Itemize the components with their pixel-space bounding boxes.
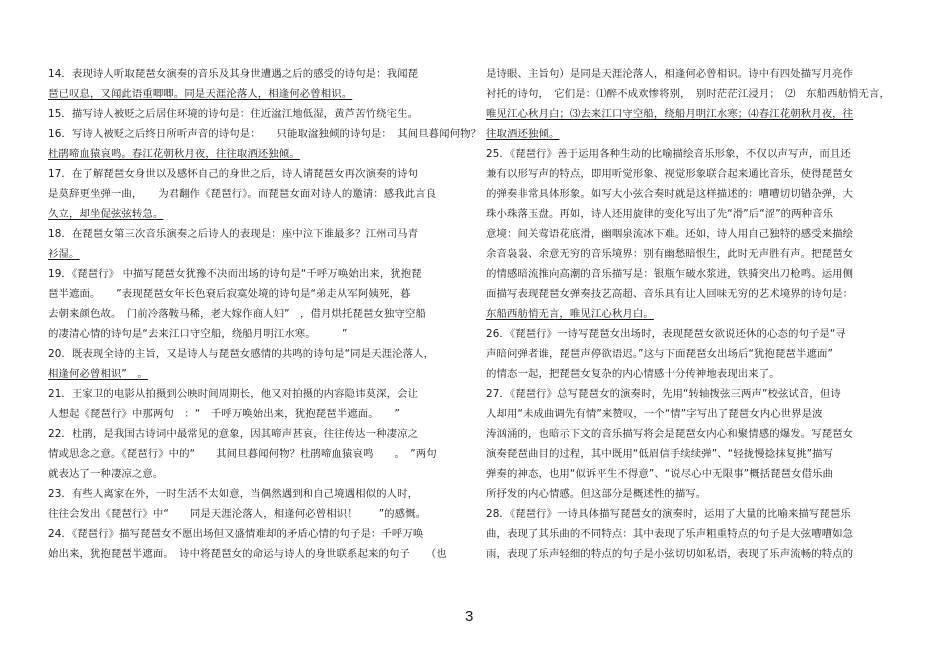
- text-line-25b: 兼有以形写声的特点，即用听觉形象、视觉形象联合起来通比音乐，使得琵琶女: [486, 168, 854, 180]
- text-line-20b: 相逢何必曾相识” 。: [48, 368, 148, 380]
- text-line-25f: 余音袅袅、余意无穷的音乐境界：别有幽愁暗恨生，此时无声胜有声。把琵琶女: [486, 248, 854, 260]
- text-line-22b: 情或思念之意。《琵琶行》中的“ 其间旦暮闻何物？杜鹃啼血猿哀鸣 。 ”两句: [48, 448, 437, 460]
- text-line-27d: 演奏琵琶曲目的过程，其中既用“低眉信手续续弹”、“轻拢慢捻抹复挑”描写: [486, 448, 834, 460]
- text-line-28b: 曲，表现了其乐曲的不同特点：其中表现了乐声粗重特点的句子是大弦嘈嘈如急: [486, 528, 854, 540]
- text-line-24e: 唯见江心秋月白；⑶去来江口守空船，绕船月明江水寒；⑷春江花朝秋月夜，往: [486, 108, 854, 120]
- text-line-16b: 杜鹃啼血猿哀鸣。春江花朝秋月夜，往往取酒还独倾。: [48, 148, 300, 160]
- text-line-26a: 26．《琵琶行》一诗写琵琶女出场时，表现琵琶女欲说还休的心态的句子是“寻: [486, 328, 867, 340]
- text-line-19a: 19．《琵琶行》 中描写琵琶女犹豫不决而出场的诗句是“千呼万唤始出来，犹抱琵: [48, 268, 433, 280]
- text-line-23a: 23．有些人离家在外，一时生活不太如意，当偶然遇到和自己境遇相似的人时，: [48, 488, 419, 500]
- text-line-25c: 的弹奏非常具体形象。如写大小弦合奏时就是这样描述的：嘈嘈切切错杂弹，大: [486, 188, 854, 200]
- text-line-25i: 东船西舫悄无言，唯见江心秋月白。: [486, 308, 654, 320]
- left-column: [48, 64, 482, 564]
- text-line-25a: 25．《琵琶行》善于运用各种生动的比喻描绘音乐形象，不仅以声写声，而且还: [486, 148, 851, 160]
- text-line-19d: 的凄清心情的诗句是“去来江口守空船，绕船月明江水寒。 ”: [48, 328, 348, 340]
- text-line-14a: 14．表现诗人听取琵琶女演奏的音乐及其身世遭遇之后的感受的诗句是：我闻琵: [48, 68, 461, 80]
- text-line-26b: 声暗问弹者谁，琵琶声停欲语迟。”这与下面琵琶女出场后“犹抱琵琶半遮面”: [486, 348, 833, 360]
- text-line-24b: 始出来，犹抱琵琶半遮面。 诗中将琵琶女的命运与诗人的身世联系起来的句子 （也: [48, 548, 447, 560]
- text-line-22a: 22．杜鹃，是我国古诗词中最常见的意象，因其啼声甚哀，往往传达一种凄凉之: [48, 428, 419, 440]
- text-line-28a: 28．《琵琶行》一诗具体描写琵琶女的演奏时，运用了大量的比喻来描写琵琶乐: [486, 508, 851, 520]
- text-line-17b: 是莫辞更坐弹一曲， 为君翻作《琵琶行》。而琵琶女面对诗人的邀请：感我此言良: [48, 188, 437, 200]
- text-line-27e: 弹奏的神态，也用“似诉平生不得意”、“说尽心中无限事”概括琵琶女借乐曲: [486, 468, 834, 480]
- text-line-24d: 衬托的诗句， 它们是：⑴醉不成欢惨将别， 别时茫茫江浸月； ⑵ 东船西舫悄无言，: [486, 88, 891, 100]
- text-line-25d: 珠小珠落玉盘。再如，诗人还用旋律的变化写出了先“滑”后“涩”的两种音乐: [486, 208, 834, 220]
- text-line-24f: 往取酒还独倾。: [486, 128, 560, 140]
- text-line-27a: 27．《琵琶行》总写琵琶女的演奏时，先用“转轴拨弦三两声”校弦试音，但诗: [486, 388, 841, 400]
- text-line-25h: 面描写表现琵琶女弹奏技艺高超、音乐具有让人回味无穷的艺术境界的诗句是：: [486, 288, 854, 300]
- text-line-25e: 意境：间关莺语花底滑，幽咽泉流冰下难。还如，诗人用自己独特的感受来描绘: [486, 228, 854, 240]
- text-line-17c: 久立，却坐促弦弦转急。: [48, 208, 164, 220]
- text-line-18a: 18．在琵琶女第三次音乐演奏之后诗人的表现是：座中泣下谁最多？江州司马青: [48, 228, 450, 240]
- text-line-18b: 衫湿。: [48, 248, 80, 260]
- text-line-19c: 去朝来颜色故。 门前冷落鞍马稀，老大嫁作商人妇” ，借月烘托琵琶女独守空船: [48, 308, 426, 320]
- text-line-22c: 就表达了一种凄凉之意。: [48, 468, 164, 480]
- text-line-27f: 所抒发的内心情感。但这部分是概述性的描写。: [486, 488, 707, 500]
- text-line-14b: 琶已叹息，又闻此语重唧唧。同是天涯沦落人，相逢何必曾相识。: [48, 88, 353, 100]
- text-line-15: 15．描写诗人被贬之后居住环境的诗句是：住近湓江地低湿，黄芦苦竹绕宅生。: [48, 108, 419, 120]
- text-line-17a: 17．在了解琵琶女身世以及感怀自己的身世之后，诗人请琵琶女再次演奏的诗句: [48, 168, 419, 180]
- text-line-26c: 的情态一起，把琵琶女复杂的内心情感十分传神地表现出来了。: [486, 368, 780, 380]
- text-line-21b: 人想起《琵琶行》中那两句 ：“ 千呼万唤始出来，犹抱琵琶半遮面。 ”: [48, 408, 400, 420]
- right-column: [486, 64, 906, 564]
- text-line-19b: 琶半遮面。 ”表现琵琶女年长色衰后寂寞处境的诗句是“弟走从军阿姨死，暮: [48, 288, 432, 300]
- text-line-28c: 雨，表现了乐声轻细的特点的句子是小弦切切如私语，表现了乐声流畅的特点的: [486, 548, 854, 560]
- text-line-27c: 涛汹涌的，也暗示下文的音乐描写将会是琵琶女内心和聚情感的爆发。写琵琶女: [486, 428, 854, 440]
- text-line-27b: 人却用“未成曲调先有情”来赞叹，一个“情”字写出了琵琶女内心世界是波: [486, 408, 823, 420]
- text-line-20a: 20．既表现全诗的主旨，又是诗人与琵琶女感情的共鸣的诗句是“同是天涯沦落人，: [48, 348, 435, 360]
- text-line-24c: 是诗眼、主旨句）是同是天涯沦落人，相逢何必曾相识。诗中有四处描写月亮作: [486, 68, 854, 80]
- text-line-16a: 16．写诗人被贬之后终日所听声音的诗句是： 只能取湓独倾的诗句是： 其间旦暮闻何物？: [48, 128, 482, 140]
- text-line-25g: 的情感暗流推向高潮的音乐描写是：银瓶乍破水浆迸，铁骑突出刀枪鸣。运用侧: [486, 268, 854, 280]
- text-line-23b: 往往会发出《琵琶行》中“ 同是天涯沦落人，相逢何必曾相识！ ”的感慨。: [48, 508, 427, 520]
- text-line-21a: 21．王家卫的电影从拍摄到公映时间周期长，他又对拍摄的内容隐讳莫深，会让: [48, 388, 419, 400]
- page-number: 3: [465, 608, 474, 625]
- text-line-24a: 24．《琵琶行》描写琵琶女不愿出场但又盛情难却的矛盾心情的句子是：千呼万唤: [48, 528, 445, 540]
